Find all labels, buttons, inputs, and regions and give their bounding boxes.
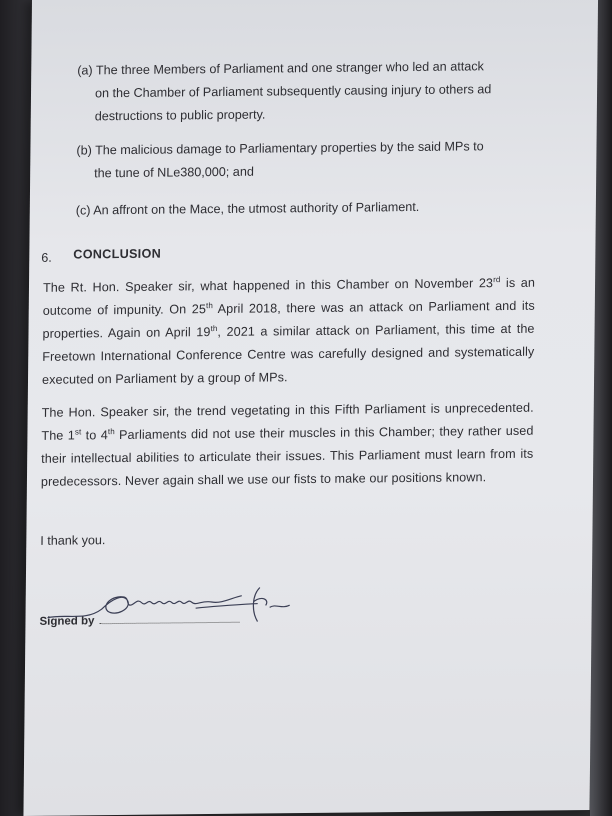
item-b-line1: The malicious damage to Parliamentary properties by the said MPs to bbox=[95, 139, 484, 158]
p1-sup-3: th bbox=[210, 324, 218, 334]
p1-text-4: , 2021 a similar attack on Parliament, this time at the Freetown International Conference Centre was carefully designed and systematically executed on Parliament by a group of MPs. bbox=[41, 321, 535, 387]
p2-sup-2: th bbox=[107, 427, 115, 437]
section-heading: CONCLUSION bbox=[73, 246, 162, 262]
item-c-label: (c) bbox=[75, 203, 91, 218]
item-b bbox=[76, 135, 547, 186]
item-a bbox=[77, 55, 548, 129]
p2-text-3: Parliaments did not use their muscles in this Chamber; they rather used their intellectual abilities to articulate their issues. This Parliament must learn from its predecessors. Never again shall we use our fists to make our positions known. bbox=[40, 423, 534, 489]
closing-line: I thank you. bbox=[40, 533, 106, 548]
item-c-line1: An affront on the Mace, the utmost authority of Parliament. bbox=[93, 199, 420, 218]
document-page bbox=[23, 0, 598, 816]
item-a-line1: The three Members of Parliament and one stranger who led an attack bbox=[95, 59, 484, 78]
signed-by-label: Signed by bbox=[39, 615, 95, 628]
item-b-line2: the tune of NLe380,000; and bbox=[94, 164, 254, 181]
handwritten-signature-icon bbox=[45, 585, 306, 632]
p2-sup-1: st bbox=[74, 427, 82, 437]
p2-text-2: to 4 bbox=[81, 428, 108, 443]
conclusion-paragraph-1 bbox=[42, 272, 535, 392]
p1-text-1: The Rt. Hon. Speaker sir, what happened in this Chamber on November 23 bbox=[42, 276, 494, 295]
p2-text-1: The Hon. Speaker sir, the trend vegetating in this Fifth Parliament is unprecedented. The 1 bbox=[41, 400, 534, 443]
item-a-line2: on the Chamber of Parliament subsequently causing injury to others ad bbox=[94, 82, 492, 101]
conclusion-paragraph-2 bbox=[41, 397, 534, 494]
p1-text-3: April 2018, there was an attack on Parliament and its properties. Again on April 19 bbox=[42, 298, 535, 341]
p1-text-2: is an outcome of impunity. On 25 bbox=[42, 275, 536, 318]
signature-block bbox=[39, 591, 339, 634]
item-c bbox=[76, 195, 546, 223]
item-a-label: (a) bbox=[77, 63, 93, 78]
item-b-label: (b) bbox=[76, 143, 92, 158]
item-a-line3: destructions to public property. bbox=[94, 107, 266, 124]
p1-sup-2: th bbox=[206, 301, 213, 311]
section-number: 6. bbox=[41, 250, 52, 265]
p1-sup-1: rd bbox=[493, 275, 501, 285]
